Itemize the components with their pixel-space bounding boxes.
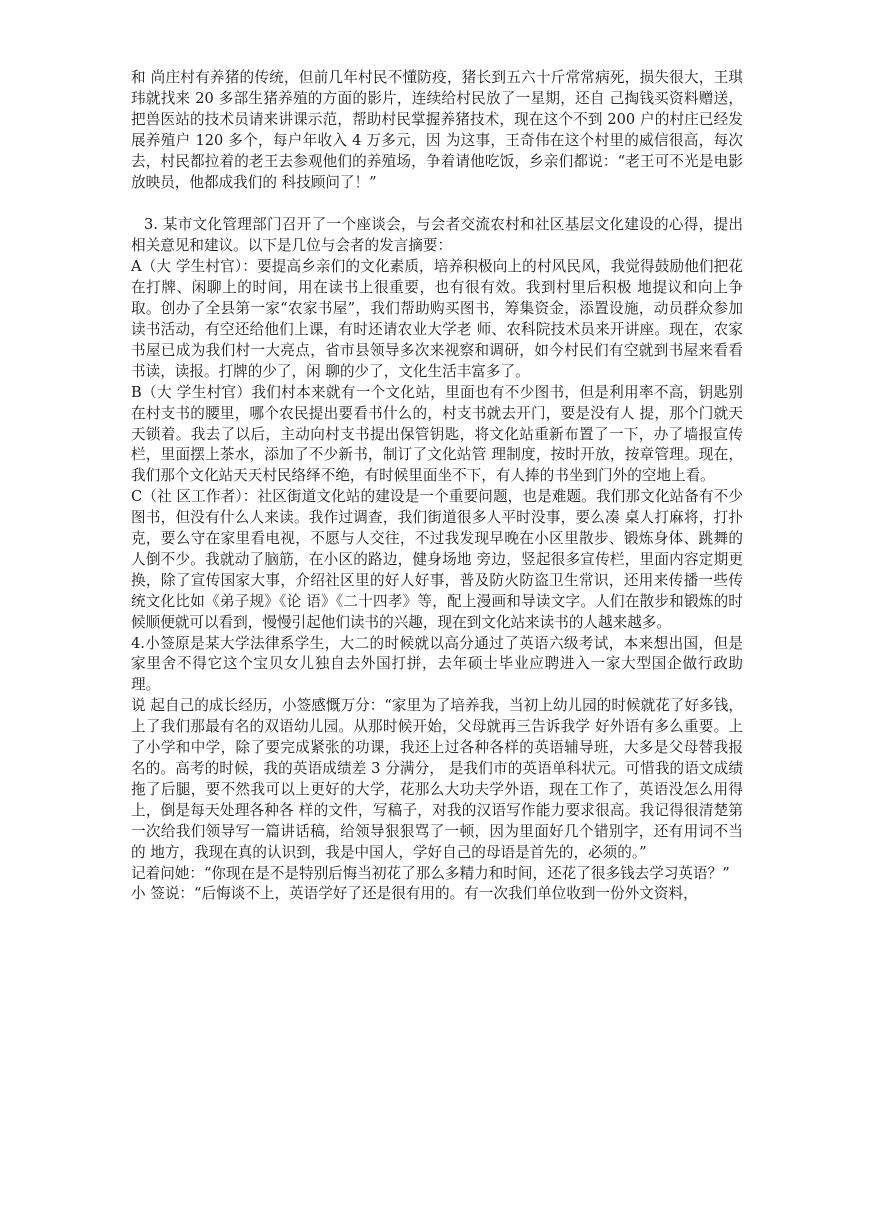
paragraph-pig-farming: 和 尚庄村有养猪的传统，但前几年村民不懂防疫，猪长到五六十斤常常病死，损失很大，王琪玮就找来 20 多部生猪养殖的方面的影片，连续给村民放了一星期，还自 己掏钱买资料赠送，把兽医站的技术员请来讲课示范，帮助村民掌握养猪技术，现在这个不到 200 户的村庄已经发展养殖户 120 多个，每户年收入 4 万多元，因 为这事，王奇伟在这个村里的威信很高，每次去，村民都拉着的老王去参观他们的养殖场，争着请他吃饭，乡亲们都说：“老王可不光是电影放映员，他都成我们的 科技顾问了！” [131, 69, 743, 191]
speaker-c-statement: C（社 区工作者）：社区街道文化站的建设是一个重要问题，也是难题。我们那文化站备有不少图书，但没有什么人来读。我作过调查，我们街道很多人平时没事，要么凑 桌人打麻将，打扑克，要么守在家里看电视，不愿与人交往，不过我发现早晚在小区里散步、锻炼身体、跳舞的人倒不少。我就动了脑筋，在小区的路边，健身场地 旁边，竖起很多宣传栏，里面内容定期更换，除了宣传国家大事，介绍社区里的好人好事，普及防火防盗卫生常识，还用来传播一些传统文化比如《弟子规》《论 语》《二十四孝》等，配上漫画和导读文字。人们在散步和锻炼的时候顺便就可以看到，慢慢引起他们读书的兴趣，现在到文化站来读书的人越来越多。 [131, 488, 743, 631]
question-3-intro: 3. 某市文化管理部门召开了一个座谈会，与会者交流农村和社区基层文化建设的心得，提出相关意见和建议。以下是几位与会者的发言摘要： [131, 216, 743, 255]
paragraph-spacer [131, 193, 743, 215]
xiaoqian-story: 说 起自己的成长经历，小签感慨万分：“家里为了培养我，当初上幼儿园的时候就花了好多钱，上了我们那最有名的双语幼儿园。从那时候开始，父母就再三告诉我学 好外语有多么重要。上了小学和中学，除了要完成紧张的功课，我还上过各种各样的英语辅导班，大多是父母替我报名的。高考的时候，我的英语成绩差 3 分满分， 是我们市的英语单科状元。可惜我的语文成绩拖了后腿，要不然我可以上更好的大学，花那么大功夫学外语，现在工作了，英语没怎么用得上，倒是每天处理各种各 样的文件，写稿子，对我的汉语写作能力要求很高。我记得很清楚第一次给我们领导写一篇讲话稿，给领导狠狠骂了一顿，因为里面好几个错别字，还有用词不当的 地方，我现在真的认识到，我是中国人，学好自己的母语是首先的，必须的。” [131, 697, 743, 861]
xiaoqian-reply: 小 签说：“后悔谈不上，英语学好了还是很有用的。有一次我们单位收到一份外文资料， [131, 885, 698, 903]
reporter-question: 记着问她：“你现在是不是特别后悔当初花了那么多精力和时间，还花了很多钱去学习英语？” [131, 864, 730, 882]
speaker-b-statement: B（大 学生村官）我们村本来就有一个文化站，里面也有不少图书，但是利用率不高，钥匙别在村支书的腰里，哪个农民提出要看书什么的，村支书就去开门，要是没有人 提，那个门就天天锁着。我去了以后，主动向村支书提出保管钥匙，将文化站重新布置了一下，办了墙报宣传栏，里面摆上茶水，添加了不少新书，制订了文化站管 理制度，按时开放，按章管理。现在，我们那个文化站天天村民络绎不绝，有时候里面坐不下，有人捧的书坐到门外的空地上看。 [131, 383, 743, 485]
speaker-a-statement: A（大 学生村官）：要提高乡亲们的文化素质，培养积极向上的村风民风，我觉得鼓励他们把花在打牌、闲聊上的时间，用在读书上很重要，也有很有效。我到村里后积极 地提议和向上争取。创办了全县第一家“农家书屋”，我们帮助购买图书，筹集资金，添置设施，动员群众参加读书活动，有空还给他们上课，有时还请农业大学老 师、农科院技术员来开讲座。现在，农家书屋已成为我们村一大亮点，省市县领导多次来视察和调研，如今村民们有空就到书屋来看看书读，读报。打牌的少了，闲 聊的少了，文化生活丰富多了。 [131, 258, 743, 380]
question-4-intro: 4.小签原是某大学法律系学生，大二的时候就以高分通过了英语六级考试，本来想出国，但是家里舍不得它这个宝贝女儿独自去外国打拼，去年硕士毕业应聘进入一家大型国企做行政助理。 [131, 634, 743, 694]
document-body [131, 68, 743, 905]
